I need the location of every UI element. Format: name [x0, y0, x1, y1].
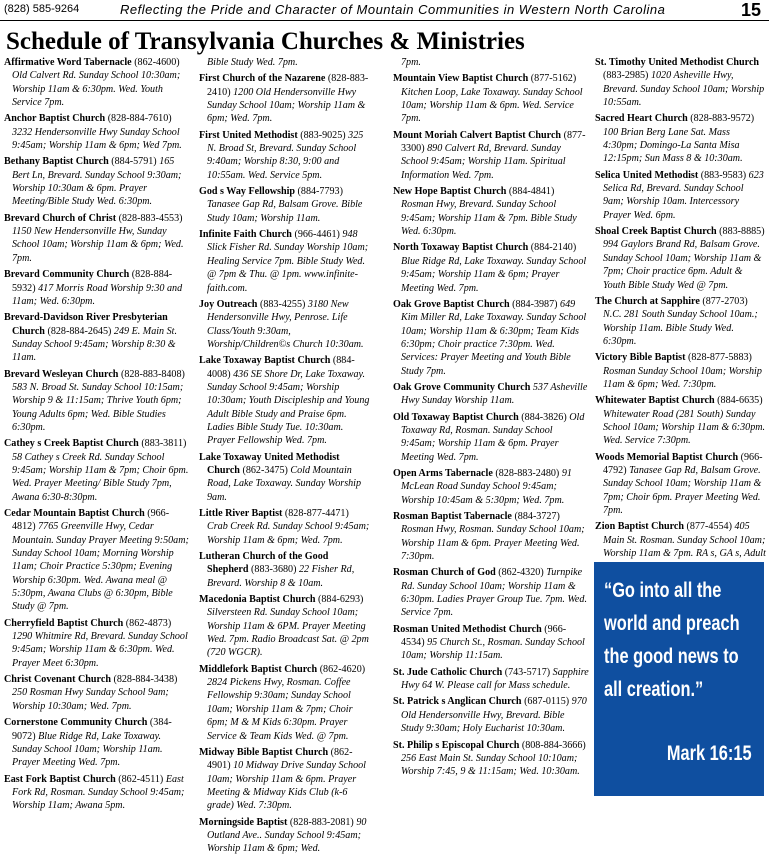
- church-listing: [393, 298, 589, 378]
- church-phone: (884-4008): [207, 355, 355, 380]
- scripture-quote: “Go into all the world and preach the good news to all creation.”: [604, 579, 740, 701]
- church-phone: (828-883-9572): [690, 113, 755, 125]
- church-listing: [199, 550, 371, 590]
- church-schedule: 948 Slick Fisher Rd. Sunday Worship 10am; Healing Service 7pm. Bible Study Wed. @ 7pm & Thu. @ 1pm. www.infinite-faith.com.: [207, 229, 369, 294]
- church-phone: (883-3811): [141, 438, 187, 450]
- church-schedule: Bible Study Wed. 7pm.: [207, 57, 298, 68]
- church-phone: (862-3475): [242, 464, 288, 476]
- church-phone: (884-7793): [297, 186, 343, 198]
- church-schedule: Whitewater Road (281 South) Sunday School 10am; Worship 11am & 6:30pm. Wed. Service 7:30pm.: [603, 408, 766, 447]
- church-name: Woods Memorial Baptist Church: [595, 451, 739, 463]
- church-name: Mount Moriah Calvert Baptist Church: [393, 129, 562, 141]
- church-schedule: 649 Kim Miller Rd, Lake Toxaway. Sunday School 10am; Worship 11am & 6:30pm; Team Kids 6:30pm; Choir practice 7:30pm. Wed. Services: Prayer Meeting and Youth Bible Study 7pm.: [401, 298, 587, 377]
- church-schedule: 417 Morris Road Worship 9:30 and 11am; Wed. 6:30pm.: [12, 282, 183, 307]
- church-listing: [199, 185, 371, 225]
- church-name: Zion Baptist Church: [595, 521, 685, 533]
- church-listing: [4, 773, 189, 813]
- church-name: Oak Grove Baptist Church: [393, 298, 510, 310]
- church-phone: (828-883-2480): [495, 467, 560, 479]
- church-listing: [4, 268, 189, 308]
- church-schedule: 7765 Greenville Hwy, Cedar Mountain. Sunday Prayer Meeting 9:50am; Sunday School 10am; Morning Worship 11am; Choir Practice 5:30pm; Evening Worship 6:30pm. Wed. Awana meal @ 5:30pm, Awana Clubs @ 6:30pm, Bible Study @ 7pm.: [12, 521, 189, 613]
- church-name: Lake Toxaway Baptist Church: [199, 355, 331, 367]
- church-name: Macedonia Baptist Church: [199, 594, 316, 606]
- church-schedule: Cold Mountain Road, Lake Toxaway. Sunday Worship 9am.: [207, 464, 362, 503]
- church-name: The Church at Sapphire: [595, 295, 700, 307]
- church-name: Victory Bible Baptist: [595, 352, 686, 364]
- church-listing: [393, 129, 589, 182]
- church-name: Rosman Church of God: [393, 567, 496, 579]
- page-header: [0, 0, 769, 21]
- church-schedule: 249 E. Main St. Sunday School 9:45am; Worship 8:30 & 11am.: [12, 325, 177, 364]
- church-listing: [4, 112, 189, 152]
- church-phone: (828-884-7610): [107, 113, 172, 125]
- church-listing: [199, 507, 371, 547]
- church-schedule: N.C. 281 South Sunday School 10am.; Worship 11am. Bible Study Wed. 6:30pm.: [603, 309, 758, 347]
- church-schedule: 2824 Pickens Hwy, Rosman. Coffee Fellowship 9:30am; Sunday School 10am; Worship 11am & 7pm; Choir 6pm; M & M Kids 6:30pm. Prayer Service & Team Kids Wed. @ 7pm.: [207, 677, 353, 742]
- church-listing: [199, 72, 371, 125]
- church-name: Selica United Methodist: [595, 169, 699, 181]
- church-name: Middlefork Baptist Church: [199, 663, 318, 675]
- church-name: Mountain View Baptist Church: [393, 73, 529, 85]
- church-name: Brevard Wesleyan Church: [4, 368, 119, 380]
- church-listing: [393, 411, 589, 464]
- church-phone: (828-883-2410): [207, 73, 369, 98]
- column-1: [4, 56, 189, 816]
- church-name: Affirmative Word Tabernacle: [4, 57, 132, 68]
- page-number: 15: [740, 0, 761, 20]
- church-schedule: 10 Midway Drive Sunday School 10am; Worship 11am & 6pm. Prayer Meeting & Midway Kids Club (k-6 grade) Wed. 7:30pm.: [207, 760, 366, 812]
- church-name: Cherryfield Baptist Church: [4, 617, 124, 629]
- church-schedule: Blue Ridge Rd, Lake Toxaway. Sunday School 9:45am; Worship 11am & 6pm; Prayer Meeting Wed. 7pm.: [401, 255, 587, 294]
- church-name: Brevard Community Church: [4, 269, 130, 281]
- church-schedule: 405 Main St. Rosman. Sunday School 10am; Worship 11am & 7pm. RA s, GA s, Adult: [603, 521, 766, 560]
- church-phone: (828-883-4553): [118, 212, 183, 224]
- church-name: Joy Outreach: [199, 298, 258, 310]
- church-listing: [595, 394, 766, 447]
- church-phone: (862-4901): [207, 746, 353, 772]
- church-schedule: 1290 Whitmire Rd, Brevard. Sunday School 9:45am; Worship 11am & 6:30pm. Wed. Prayer Meet 6:30pm.: [12, 631, 188, 669]
- church-name: Infinite Faith Church: [199, 229, 292, 241]
- church-name: St. Jude Catholic Church: [393, 666, 503, 678]
- page-title: Schedule of Transylvania Churches & Ministries: [6, 28, 525, 55]
- church-phone: (884-4841): [508, 186, 555, 198]
- church-name: Sacred Heart Church: [595, 113, 688, 125]
- church-listing: [4, 673, 189, 713]
- church-schedule: 623 Selica Rd, Brevard. Sunday School 9am; Worship 10am. Intercessory Prayer Wed. 6pm.: [603, 169, 764, 221]
- church-schedule: 91 McLean Road Sunday School 9:45am; Worship 10:45am & 5:30pm; Wed. 7pm.: [401, 467, 572, 506]
- church-schedule: Kitchen Loop, Lake Toxaway. Sunday School 10am; Worship 11am & 6pm. Wed. Service 7pm.: [401, 86, 583, 125]
- church-listing: [595, 295, 766, 348]
- church-schedule: 994 Gaylors Brand Rd, Balsam Grove. Sunday School 10am; Worship 11am & 7pm; Choir practice 6pm. Adult & Youth Bible Study Wed @ 7pm.: [603, 239, 762, 291]
- church-listing: [595, 56, 766, 109]
- church-name: St. Philip s Episcopal Church: [393, 739, 520, 751]
- church-schedule: Rosman Hwy, Rosman. Sunday School 10am; Worship 11am & 6pm. Prayer Meeting Wed. 7:30pm.: [401, 524, 585, 563]
- church-phone: (828-884-5932): [12, 269, 173, 294]
- church-phone: (884-3987): [512, 298, 558, 310]
- church-listing: [393, 739, 589, 779]
- church-listing: [4, 437, 189, 504]
- church-schedule: 1150 New Hendersonville Hw, Sunday School 10am; Worship 11am & 6pm; Wed. 7pm.: [12, 226, 184, 264]
- church-phone: (884-6635): [717, 395, 763, 407]
- church-name: Rosman Baptist Tabernacle: [393, 511, 512, 522]
- church-name: Open Arms Tabernacle: [393, 467, 493, 479]
- church-schedule: Old Toxaway Rd, Rosman. Sunday School 9:45am; Worship 11am & 6pm. Prayer Meeting Wed. 7pm.: [401, 411, 585, 463]
- church-name: God s Way Fellowship: [199, 186, 296, 198]
- church-schedule: 3180 New Hendersonville Hwy, Penrose. Life Class/Youth 9:30am, Worship/Children©s Church 10:30am.: [207, 298, 364, 350]
- church-listing: [4, 155, 189, 208]
- church-phone: (966-4812): [12, 508, 170, 533]
- church-listing: [393, 695, 589, 735]
- church-phone: (687-0115): [524, 696, 570, 708]
- church-schedule: 256 East Main St. Sunday School 10:10am; Worship 7:45, 9 & 11:15am; Wed. 10:30am.: [401, 752, 580, 778]
- church-schedule: Old Calvert Rd. Sunday School 10:30am; Worship 11am & 6:30pm. Wed. Youth Service 7pm.: [12, 70, 181, 109]
- church-schedule: Turnpike Rd. Sunday School 10am; Worship 11am & 6:30pm. Ladies Prayer Group Tue. 7pm. Wed. Service 7pm.: [401, 567, 587, 619]
- church-schedule: Rosman Hwy, Brevard. Sunday School 9:45am; Worship 11am & 7pm. Bible Study Wed. 6:30pm.: [401, 199, 577, 238]
- church-name: Rosman United Methodist Church: [393, 623, 542, 635]
- church-name: Cedar Mountain Baptist Church: [4, 508, 145, 519]
- church-listing: [393, 381, 589, 408]
- church-name: Cornerstone Community Church: [4, 717, 148, 729]
- church-listing: [393, 467, 589, 507]
- church-name: Cathey s Creek Baptist Church: [4, 438, 139, 450]
- church-schedule: Silversteen Rd. Sunday School 10am; Worship 11am & 6PM. Prayer Meeting Wed. 7pm. Radio Broadcast Sat. @ 2pm (720 WGCR).: [207, 607, 369, 659]
- church-listing: [199, 746, 371, 813]
- church-listing: [595, 225, 766, 292]
- church-name: North Toxaway Baptist Church: [393, 242, 529, 254]
- church-listing: [393, 566, 589, 619]
- church-listing: [595, 451, 766, 518]
- church-phone: (862-4511): [118, 773, 164, 785]
- church-schedule: Rosman Sunday School 10am; Worship 11am & 6pm; Wed. 7:30pm.: [603, 365, 762, 390]
- church-phone: (828-883-2081): [289, 816, 354, 828]
- church-phone: (884-5791): [111, 156, 157, 168]
- church-phone: (966-4792): [603, 451, 763, 476]
- church-schedule: 537 Asheville Hwy Sunday Worship 11am.: [401, 381, 588, 407]
- church-listing: [595, 169, 766, 222]
- church-name: Shoal Creek Baptist Church: [595, 226, 717, 238]
- church-phone: (862-4620): [319, 663, 366, 675]
- church-schedule: 22 Fisher Rd, Brevard. Worship 8 & 10am.: [207, 564, 355, 589]
- church-listing: [4, 617, 189, 670]
- church-name: Lake Toxaway United Methodist Church: [199, 451, 340, 476]
- church-listing: [199, 451, 371, 504]
- church-phone: (877-5162): [530, 73, 577, 85]
- church-listing: [4, 311, 189, 364]
- church-listing: [199, 298, 371, 351]
- church-schedule: 436 SE Shore Dr, Lake Toxaway. Sunday School 9:45am; Worship 10:30am; Youth Discipleship and Young Adult Bible Study and Praise 6pm. Ladies Bible Study Tue. 10:30am. Prayer Fellowship Wed. 7pm.: [207, 368, 370, 447]
- church-name: Bethany Baptist Church: [4, 156, 109, 168]
- church-schedule: 890 Calvert Rd, Brevard. Sunday School 9:45am; Worship 11am. Spiritual Information Wed. 7pm.: [401, 143, 566, 181]
- church-name: Christ Covenant Church: [4, 674, 111, 686]
- church-phone: (883-9025): [300, 129, 346, 141]
- church-schedule: 583 N. Broad St. Sunday School 10:15am; Worship 9 & 11:15am; Thrive Youth 6pm; Young Adults 6pm; Wed. Bible Studies 6:30pm.: [12, 381, 184, 433]
- church-schedule: Blue Ridge Rd, Lake Toxaway. Sunday School 10am; Worship 11am. Prayer Meeting Wed. 7pm.: [12, 730, 163, 769]
- church-phone: (884-3826): [521, 411, 567, 423]
- scripture-quote-box: [594, 562, 764, 796]
- church-phone: (966-4461): [294, 229, 340, 241]
- church-name: New Hope Baptist Church: [393, 186, 507, 198]
- church-name: First United Methodist: [199, 129, 298, 141]
- church-phone: (828-884-3438): [113, 674, 178, 686]
- church-listing: [199, 129, 371, 182]
- church-name: Whitewater Baptist Church: [595, 395, 715, 407]
- church-name: Little River Baptist: [199, 508, 283, 519]
- church-listing: [393, 241, 589, 294]
- church-phone: (883-3680): [251, 564, 297, 576]
- church-phone: (883-4255): [259, 298, 306, 310]
- church-name: Old Toxaway Baptist Church: [393, 411, 519, 423]
- church-name: Brevard-Davidson River Presbyterian Church: [4, 312, 168, 337]
- church-listing: [595, 112, 766, 165]
- church-schedule: 1200 Old Hendersonville Hwy Sunday School 10am; Worship 11am & 6pm; Wed. 7pm.: [207, 86, 366, 125]
- church-phone: (808-884-3666): [521, 739, 586, 751]
- church-listing: [393, 666, 589, 693]
- church-schedule: 970 Old Hendersonville Hwy, Brevard. Bible Study 9:30am; Holy Eucharist 10:30am.: [401, 696, 587, 735]
- church-listing: [4, 716, 189, 769]
- church-phone: (828-884-2645): [47, 325, 112, 337]
- church-listing: [199, 228, 371, 295]
- church-phone: (828-883-8408): [120, 368, 185, 380]
- church-schedule: Sapphire Hwy 64 W. Please call for Mass schedule.: [401, 666, 589, 692]
- church-phone: (828-877-4471): [284, 508, 349, 519]
- church-phone: (862-4320): [498, 567, 544, 579]
- church-listing: [4, 56, 189, 109]
- church-phone: (883-2985): [603, 70, 649, 82]
- church-schedule: Tanasee Gap Rd, Balsam Grove. Bible Study 10am; Worship 11am.: [207, 199, 363, 224]
- church-name: East Fork Baptist Church: [4, 773, 116, 785]
- church-schedule: Crab Creek Rd. Sunday School 9:45am; Worship 11am & 6pm; Wed. 7pm.: [207, 521, 370, 546]
- header-tagline: Reflecting the Pride and Character of Mountain Communities in Western North Carolina: [120, 2, 666, 17]
- church-phone: (966-4534): [401, 623, 567, 649]
- church-phone: (883-9583): [700, 169, 747, 181]
- church-schedule: East Fork Rd, Rosman. Sunday School 9:45am; Worship 11am; Awana 5pm.: [12, 773, 185, 812]
- church-name: Brevard Church of Christ: [4, 212, 117, 224]
- church-listing: [199, 816, 371, 856]
- church-schedule: 58 Cathey s Creek Rd. Sunday School 9:45am; Worship 11am & 7pm; Choir 6pm. Wed. Prayer Meeting/ Bible Study 7pm, Awana 6:30-8:30pm.: [12, 451, 189, 503]
- church-name: St. Timothy United Methodist Church: [595, 57, 760, 68]
- church-schedule: 250 Rosman Hwy Sunday School 9am; Worship 10:30am; Wed. 7pm.: [12, 687, 169, 712]
- column-3: [393, 56, 589, 782]
- church-phone: (862-4600): [134, 57, 180, 68]
- church-phone: (828-877-5883): [688, 352, 752, 364]
- church-name: Morningside Baptist: [199, 816, 288, 828]
- church-listing: [199, 56, 371, 69]
- church-schedule: 90 Outland Ave.. Sunday School 9:45am; Worship 11am & 6pm; Wed.: [207, 816, 367, 855]
- church-schedule: 325 N. Broad St, Brevard. Sunday School 9:40am; Worship 8:30, 9:00 and 10:55am. Wed. Service 5pm.: [207, 129, 364, 181]
- church-phone: (877-3300): [401, 129, 586, 155]
- scripture-reference: Mark 16:15: [667, 742, 752, 765]
- church-name: Anchor Baptist Church: [4, 113, 106, 125]
- church-schedule: 100 Brian Berg Lane Sat. Mass 4:30pm; Domingo-La Santa Misa 12:15pm; Sun Mass 8 & 10:30am.: [603, 126, 743, 165]
- church-phone: (743-5717): [504, 666, 551, 678]
- church-listing: [393, 510, 589, 563]
- church-schedule: 1020 Asheville Hwy, Brevard. Sunday School 10am; Worship 10:55am.: [603, 70, 765, 109]
- church-listing: [393, 72, 589, 125]
- church-listing: [393, 56, 589, 69]
- church-schedule: Tanasee Gap Rd, Balsam Grove. Sunday School 10am; Worship 11am & 7pm; Choir 6pm. Prayer Meeting Wed. 7pm.: [603, 464, 762, 516]
- church-schedule: 165 Bert Ln, Brevard. Sunday School 9:30am; Worship 10:30am & 6pm. Prayer Meeting/Bible Study Wed. 6:30pm.: [12, 156, 182, 208]
- church-schedule: 3232 Hendersonville Hwy Sunday School 9:45am; Worship 11am & 6pm; Wed 7pm.: [12, 126, 182, 152]
- church-phone: (877-2703): [702, 295, 748, 307]
- church-listing: [393, 185, 589, 238]
- church-schedule: 95 Church St., Rosman. Sunday School 10am; Worship 11:15am.: [401, 637, 585, 662]
- church-listing: [4, 212, 189, 265]
- church-phone: (884-6293): [318, 594, 364, 606]
- church-schedule: 7pm.: [401, 57, 421, 68]
- church-listing: [595, 351, 766, 391]
- church-name: St. Patrick s Anglican Church: [393, 696, 522, 708]
- church-phone: (883-8885): [719, 226, 765, 238]
- church-name: Oak Grove Community Church: [393, 381, 531, 393]
- church-listing: [199, 354, 371, 447]
- church-phone: (877-4554): [686, 521, 732, 533]
- church-listing: [4, 507, 189, 614]
- church-listing: [4, 368, 189, 435]
- church-phone: (884-2140): [530, 242, 577, 254]
- church-name: Lutheran Church of the Good Shepherd: [199, 551, 329, 576]
- column-2: [199, 56, 371, 859]
- church-phone: (884-3727): [514, 511, 560, 522]
- church-listing: [393, 623, 589, 663]
- church-phone: (384-9072): [12, 717, 172, 742]
- header-phone: (828) 585-9264: [4, 3, 80, 15]
- church-name: Midway Bible Baptist Church: [199, 746, 329, 758]
- church-phone: (862-4873): [125, 617, 172, 629]
- church-name: First Church of the Nazarene: [199, 73, 326, 85]
- church-listing: [199, 593, 371, 660]
- church-listing: [199, 663, 371, 743]
- column-4: [595, 56, 766, 577]
